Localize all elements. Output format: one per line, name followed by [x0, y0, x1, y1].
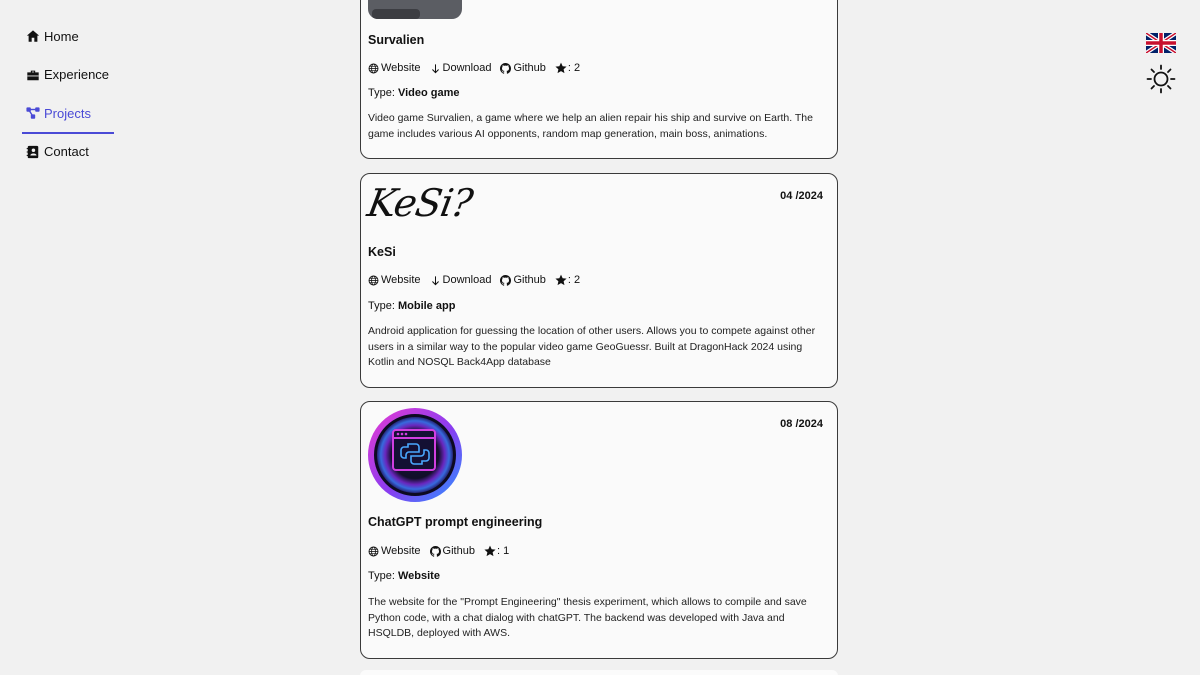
github-icon	[500, 275, 511, 286]
github-link[interactable]: Github	[500, 274, 545, 286]
website-link[interactable]: Website	[368, 274, 421, 286]
project-date: 08 /2024	[780, 418, 823, 430]
project-description: Android application for guessing the location of other users. Allows you to compete against other users in a similar way to the popular video game GeoGuessr. Built at DragonHack 2024 using Kotlin and NOSQL Back4App database	[368, 325, 816, 368]
download-link[interactable]: Download	[430, 274, 492, 286]
download-link[interactable]: Download	[430, 62, 492, 74]
project-logo-image	[368, 0, 462, 19]
github-icon	[500, 63, 511, 74]
contact-book-icon	[26, 145, 40, 159]
github-link[interactable]: Github	[500, 62, 545, 74]
uk-flag-icon	[1146, 33, 1176, 53]
arrow-down-icon	[430, 63, 441, 74]
nav-item-projects[interactable]	[22, 101, 132, 125]
globe-icon	[368, 63, 379, 74]
project-type: Type: Website	[368, 570, 440, 582]
projects-icon	[26, 106, 40, 120]
project-card	[360, 173, 838, 388]
stars-count: : 2	[555, 62, 580, 74]
nav-item-contact[interactable]	[22, 140, 132, 164]
project-links	[368, 274, 580, 286]
project-type: Type: Video game	[368, 87, 460, 99]
project-logo-image	[364, 178, 476, 230]
nav-item-label: Experience	[44, 67, 110, 82]
project-title: ChatGPT prompt engineering	[368, 515, 543, 529]
website-link[interactable]: Website	[368, 545, 421, 557]
website-link[interactable]: Website	[368, 62, 421, 74]
project-links	[368, 545, 509, 557]
star-icon	[555, 62, 567, 74]
globe-icon	[368, 275, 379, 286]
arrow-down-icon	[430, 275, 441, 286]
project-links	[368, 62, 580, 74]
theme-toggle-button[interactable]	[1146, 64, 1176, 94]
home-icon	[26, 29, 40, 43]
next-project-card-edge	[360, 670, 838, 675]
star-icon	[555, 274, 567, 286]
github-link[interactable]: Github	[430, 545, 475, 557]
nav-item-label: Projects	[44, 105, 91, 121]
github-icon	[430, 546, 441, 557]
project-card	[360, 401, 838, 659]
sun-icon	[1146, 64, 1176, 94]
language-switch-button[interactable]	[1146, 33, 1176, 53]
project-card	[360, 0, 838, 159]
project-date: 04 /2024	[780, 190, 823, 202]
project-title: KeSi	[368, 245, 396, 259]
stars-count: : 1	[484, 545, 509, 557]
briefcase-icon	[26, 68, 40, 82]
star-icon	[484, 545, 496, 557]
nav-item-label: Contact	[44, 144, 89, 159]
project-type: Type: Mobile app	[368, 300, 456, 312]
nav-item-experience[interactable]	[22, 63, 132, 87]
project-title: Survalien	[368, 33, 425, 47]
nav-item-home[interactable]	[22, 24, 132, 48]
stars-count: : 2	[555, 274, 580, 286]
project-logo-image	[368, 408, 462, 502]
project-description: Video game Survalien, a game where we help an alien repair his ship and survive on Earth. The game includes various AI opponents, random map generation, main boss, animations.	[368, 112, 813, 140]
logo-script-text: KeSi?	[364, 181, 476, 225]
sidebar-nav	[22, 24, 132, 178]
python-window-logo-icon	[368, 408, 462, 502]
project-description: The website for the "Prompt Engineering" thesis experiment, which allows to compile and save Python code, with a chat dialog with chatGPT. The backend was developed with Java and HSQLDB, deployed with AWS.	[368, 596, 807, 639]
nav-item-label: Home	[44, 28, 79, 44]
globe-icon	[368, 546, 379, 557]
